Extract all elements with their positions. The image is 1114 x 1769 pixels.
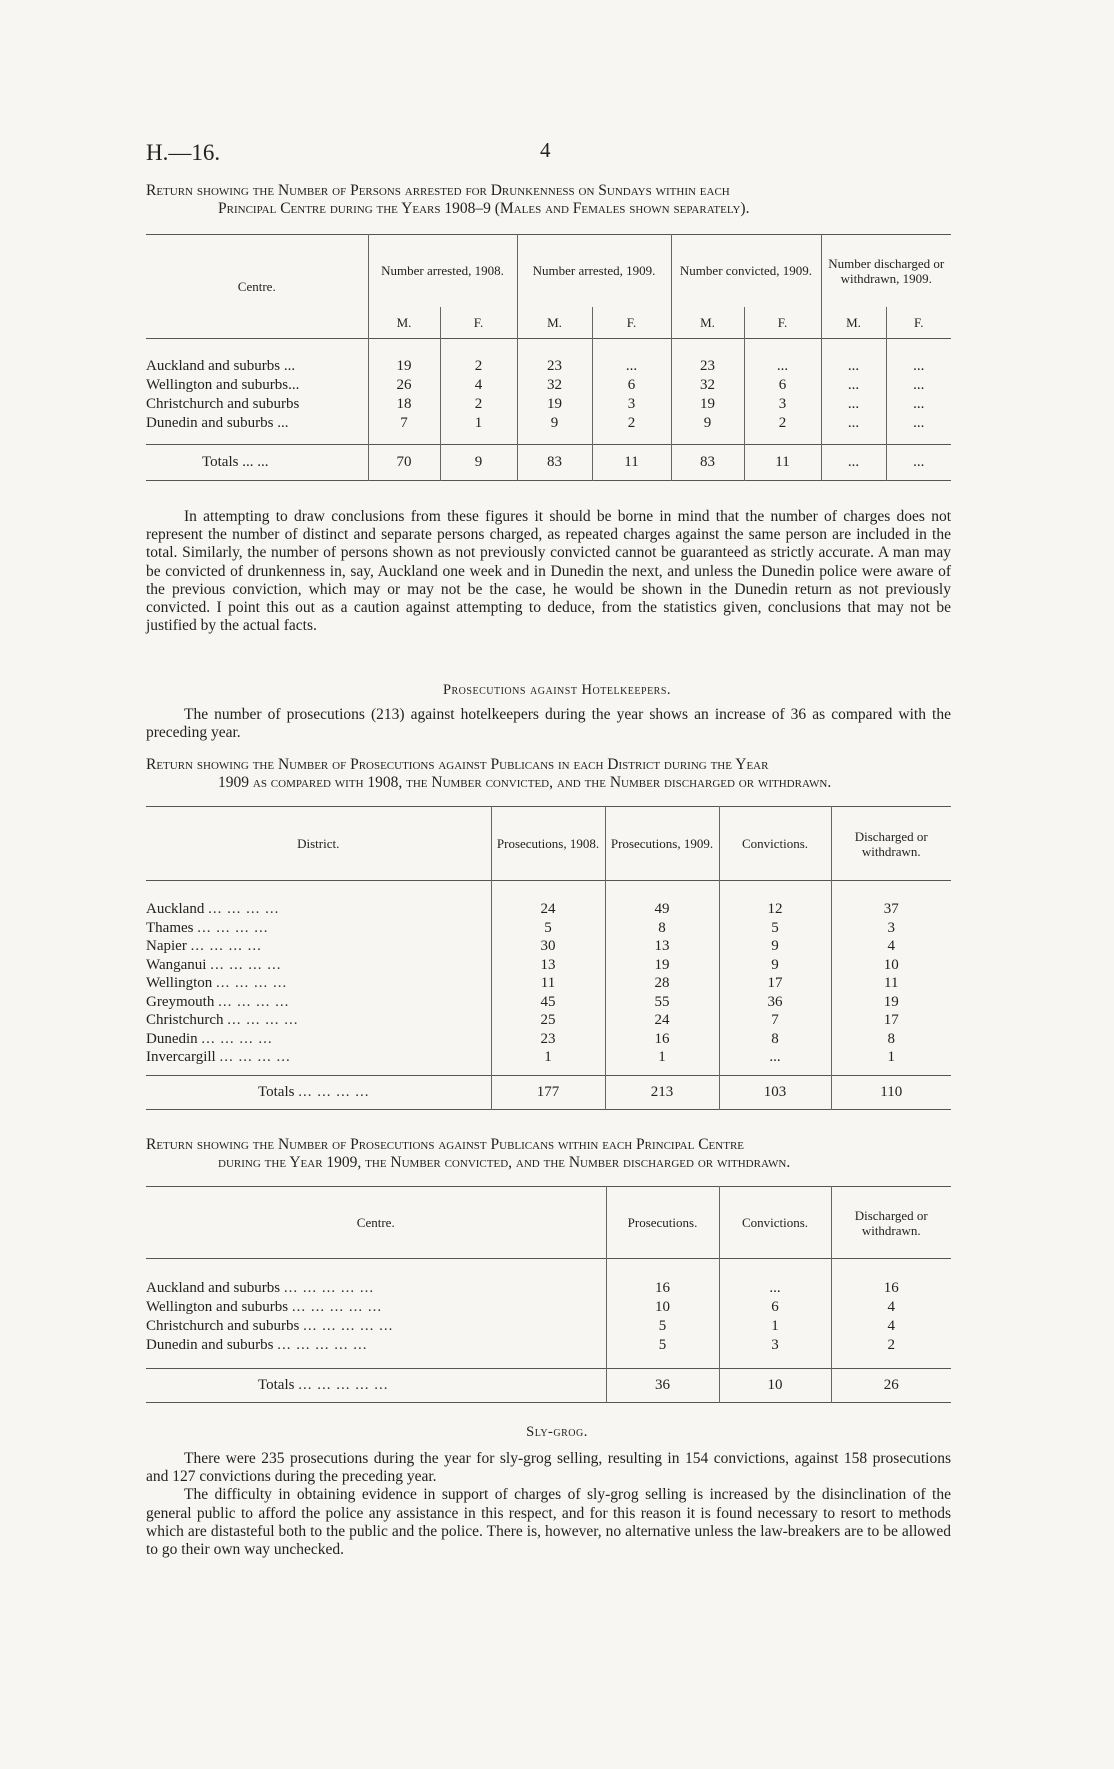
totals-row: Totals ... ... ... ... ... 36 10 26 (146, 1369, 951, 1403)
page-number: 4 (540, 138, 551, 162)
slygrog-stats-paragraph: There were 235 prosecutions during the year for sly-grog selling, resulting in 154 convictions, against 158 prosecutions and 127 convictions during the preceding year. (146, 1450, 951, 1486)
table2-caption: Return showing the Number of Prosecutions against Publicans in each District during the Year 1909 as compared with 1908, the Number convicted, and the Number discharged or withdrawn. (146, 756, 832, 791)
col-prosecutions-1909-header: Prosecutions, 1909. (605, 807, 719, 881)
table-row: Christchurch and suburbs 18 2 19 3 19 3 ... ... (146, 395, 951, 414)
table-row: Wanganui ... ... ... ... 13 19 9 10 (146, 956, 951, 975)
prosecutions-paragraph: The number of prosecutions (213) against hotelkeepers during the year shows an increase of 36 as compared with the preceding year. (146, 706, 951, 742)
col-discharged-header: Discharged or withdrawn. (831, 1187, 951, 1259)
table-row: Dunedin and suburbs ... ... ... ... ... 5 3 2 (146, 1336, 951, 1355)
table-row: Auckland and suburbs ... ... ... ... ... 16 ... 16 (146, 1279, 951, 1298)
centre-prosecutions-table (146, 1186, 951, 1403)
col-centre-header: Centre. (356, 1215, 395, 1230)
col-district-header: District. (297, 836, 340, 851)
table-row: Christchurch ... ... ... ... 25 24 7 17 (146, 1012, 951, 1031)
sub-f: F. (886, 307, 951, 339)
col-convictions-header: Convictions. (719, 1187, 831, 1259)
slygrog-paragraphs (146, 1450, 951, 1559)
page-header (146, 140, 966, 170)
table1-caption: Return showing the Number of Persons arrested for Drunkenness on Sundays within each Principal Centre during the Years 1908–9 (Males and Females shown separately). (146, 182, 750, 217)
table-row: Wellington and suburbs ... ... ... ... ... 10 6 4 (146, 1298, 951, 1317)
table3-caption: Return showing the Number of Prosecutions against Publicans within each Principal Centre during the Year 1909, the Number convicted, and the Number discharged or withdrawn. (146, 1136, 791, 1171)
table-row: Invercargill ... ... ... ... 1 1 ... 1 (146, 1049, 951, 1068)
table-row: Wellington and suburbs... 26 4 32 6 32 6 ... ... (146, 376, 951, 395)
sub-f: F. (592, 307, 671, 339)
sub-m: M. (821, 307, 886, 339)
section-heading-slygrog: Sly-grog. (526, 1424, 588, 1440)
table-row: Dunedin and suburbs ... 7 1 9 2 9 2 ... ... (146, 414, 951, 433)
sub-m: M. (671, 307, 744, 339)
document-reference: H.—16. (146, 140, 221, 165)
drunkenness-caution-paragraph: In attempting to draw conclusions from these figures it should be borne in mind that the number of charges does not represent the number of distinct and separate persons charged, as repeated charges against the same person are included in the total. Similarly, the number of persons shown as not previously convicted cannot be guaranteed as strictly accurate. A man may be convicted of drunkenness in, say, Auckland one week and in Dunedin the next, and unless the Dunedin police were aware of the previous conviction, which may or may not be the case, he would be shown in the Dunedin return as not previously convicted. I point this out as a caution against attempting to deduce, from the statistics given, conclusions that may not be justified by the actual facts. (146, 508, 951, 635)
col-arrested-1909-header: Number arrested, 1909. (517, 235, 671, 307)
table-row: Greymouth ... ... ... ... 45 55 36 19 (146, 993, 951, 1012)
col-prosecutions-header: Prosecutions. (606, 1187, 719, 1259)
table-row: Auckland ... ... ... ... 24 49 12 37 (146, 901, 951, 920)
col-discharged-1909-header: Number discharged or withdrawn, 1909. (821, 235, 951, 307)
sub-f: F. (744, 307, 821, 339)
sub-m: M. (517, 307, 592, 339)
col-convictions-header: Convictions. (719, 807, 831, 881)
drunkenness-table (146, 234, 951, 481)
slygrog-difficulty-paragraph: The difficulty in obtaining evidence in support of charges of sly-grog selling is increased by the disinclination of the general public to afford the police any assistance in this respect, and for this reason it is found necessary to resort to methods which are distasteful both to the public and the police. There is, however, no alternative unless the law-breakers are to be allowed to go their own way unchecked. (146, 1486, 951, 1559)
district-prosecutions-table (146, 806, 951, 1110)
table-row: Wellington ... ... ... ... 11 28 17 11 (146, 975, 951, 994)
sub-f: F. (440, 307, 517, 339)
table-row: Christchurch and suburbs ... ... ... ... ... 5 1 4 (146, 1317, 951, 1336)
section-heading-prosecutions: Prosecutions against Hotelkeepers. (442, 682, 672, 698)
col-arrested-1908-header: Number arrested, 1908. (368, 235, 517, 307)
table-row: Auckland and suburbs ... 19 2 23 ... 23 ... ... ... (146, 357, 951, 376)
table-row: Thames ... ... ... ... 5 8 5 3 (146, 919, 951, 938)
table-row: Dunedin ... ... ... ... 23 16 8 8 (146, 1030, 951, 1049)
totals-row: Totals ... ... 70 9 83 11 83 11 ... ... (146, 445, 951, 481)
sub-m: M. (368, 307, 440, 339)
totals-row: Totals ... ... ... ... 177 213 103 110 (146, 1075, 951, 1109)
col-convicted-1909-header: Number convicted, 1909. (671, 235, 821, 307)
col-centre-header: Centre. (237, 279, 276, 294)
col-prosecutions-1908-header: Prosecutions, 1908. (491, 807, 605, 881)
col-discharged-header: Discharged or withdrawn. (831, 807, 951, 881)
table-row: Napier ... ... ... ... 30 13 9 4 (146, 938, 951, 957)
